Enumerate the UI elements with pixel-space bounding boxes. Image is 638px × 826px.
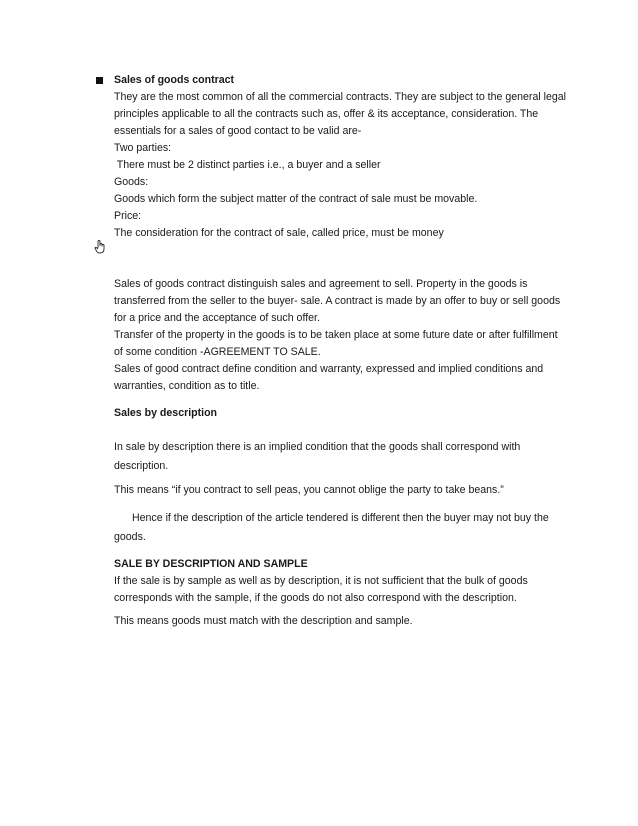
text-line: This means goods must match with the description and sample. [114,615,413,627]
section-heading: Sales by description [114,407,218,419]
text-line: Goods: [114,176,149,188]
description-paragraph-1 [114,438,584,476]
text-line: There must be 2 distinct parties i.e., a buyer and a seller [114,159,381,171]
text-line: Price: [114,210,142,222]
text-line: They are the most common of all the commercial contracts. They are subject to the general legal [114,91,567,103]
text-line: The consideration for the contract of sale, called price, must be money [114,227,444,239]
text-line: description. [114,460,169,472]
section-heading: Sales of goods contract [114,74,235,86]
text-line: transferred from the seller to the buyer- sale. A contract is made by an offer to buy or sell goods [114,295,561,307]
section-sales-of-goods [114,72,584,242]
text-line: Hence if the description of the article tendered is different then the buyer may not buy the [132,512,549,524]
text-line: Two parties: [114,142,172,154]
text-line: of some condition -AGREEMENT TO SALE. [114,346,321,358]
text-line: goods. [114,531,146,543]
description-paragraph-3 [114,509,584,547]
text-line: Sales of goods contract distinguish sales and agreement to sell. Property in the goods is [114,278,528,290]
text-line: Transfer of the property in the goods is to be taken place at some future date or after fulfillment [114,329,558,341]
text-line: Sales of good contract define condition and warranty, expressed and implied conditions and [114,363,544,375]
sample-closing-paragraph [114,613,584,630]
pointing-hand-icon [94,240,106,254]
section-heading: SALE BY DESCRIPTION AND SAMPLE [114,558,308,570]
section-sales-by-description [114,405,584,422]
text-line: In sale by description there is an implied condition that the goods shall correspond with [114,441,521,453]
text-line: for a price and the acceptance of such offer. [114,312,320,324]
text-line: corresponds with the sample, if the goods do not also correspond with the description. [114,592,517,604]
section-sale-vs-agreement [114,276,584,395]
text-line: principles applicable to all the contracts such as, offer & its acceptance, consideration. The [114,108,539,120]
section-description-and-sample [114,556,584,607]
text-line: essentials for a sales of good contact to be valid are- [114,125,362,137]
text-line: Goods which form the subject matter of the contract of sale must be movable. [114,193,478,205]
description-paragraph-2 [114,482,584,499]
text-line: warranties, condition as to title. [114,380,260,392]
text-line: This means “if you contract to sell peas, you cannot oblige the party to take beans.” [114,484,504,496]
text-line: If the sale is by sample as well as by description, it is not sufficient that the bulk of goods [114,575,528,587]
square-bullet-icon [96,77,103,84]
